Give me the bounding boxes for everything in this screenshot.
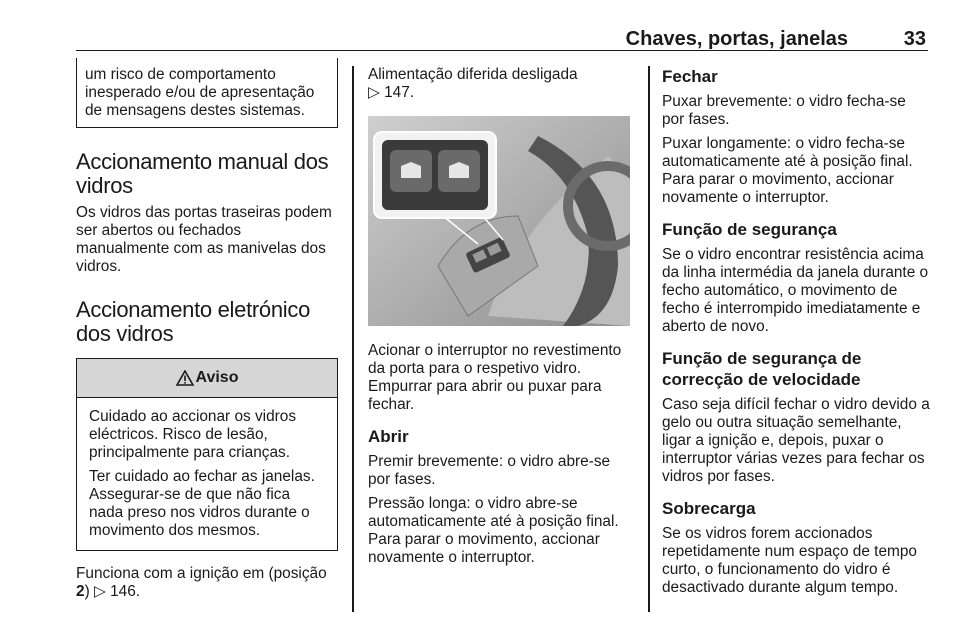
page-header bbox=[76, 26, 928, 51]
ignition-page-ref: 146. bbox=[110, 583, 141, 600]
page-ref-icon: ▷ bbox=[368, 84, 380, 101]
section-manual-windows-body: Os vidros das portas traseiras podem ser abertos ou fechados manualmente com as manivelas dos vidros. bbox=[76, 204, 332, 275]
ignition-note bbox=[76, 565, 338, 601]
delayed-power-page-ref: 147. bbox=[384, 84, 415, 101]
chapter-title: Chaves, portas, janelas bbox=[625, 28, 848, 50]
warning-body bbox=[77, 398, 337, 550]
ignition-position: 2 bbox=[76, 583, 85, 600]
open-long-press: Pressão longa: o vidro abre-se automaticamente até à posição final. Para parar o movimento, accionar novamente o interruptor. bbox=[368, 495, 619, 566]
warning-title: Aviso bbox=[195, 369, 239, 386]
column-divider bbox=[352, 66, 354, 612]
open-short-press: Premir brevemente: o vidro abre-se por fases. bbox=[368, 453, 611, 488]
column-3 bbox=[662, 66, 930, 597]
overload-body: Se os vidros forem accionados repetidamente num espaço de tempo curto, o funcionamento do vidro é desactivado durante algum tempo. bbox=[662, 525, 917, 596]
close-short-pull: Puxar brevemente: o vidro fecha-se por fases. bbox=[662, 93, 906, 128]
operate-switch-text: Acionar o interruptor no revestimento da porta para o respetivo vidro. Empurrar para abrir ou puxar para fechar. bbox=[368, 342, 622, 413]
overload-title: Sobrecarga bbox=[662, 499, 756, 518]
warning-paragraph-1: Cuidado ao accionar os vidros eléctricos. Risco de lesão, principalmente para crianças. bbox=[89, 408, 297, 461]
delayed-power-note: Alimentação diferida desligada bbox=[368, 66, 578, 83]
warning-triangle-icon bbox=[176, 370, 194, 386]
close-long-pull: Puxar longamente: o vidro fecha-se automaticamente até à posição final. Para parar o movimento, accionar novamente o interruptor. bbox=[662, 135, 913, 206]
warning-header bbox=[77, 359, 337, 398]
safety-override-body: Caso seja difícil fechar o vidro devido a gelo ou outra situação semelhante, ligar a ignição e, depois, puxar o interruptor várias vezes para fechar os vidros por fases. bbox=[662, 396, 930, 485]
window-switch-photo bbox=[368, 116, 630, 326]
column-1 bbox=[76, 58, 338, 601]
page-ref-icon: ▷ bbox=[93, 583, 106, 600]
column-2 bbox=[368, 66, 634, 567]
warning-paragraph-2: Ter cuidado ao fechar as janelas. Assegurar-se de que não fica nada preso nos vidros durante o movimento dos mesmos. bbox=[89, 468, 315, 539]
safety-function-title: Função de segurança bbox=[662, 220, 837, 239]
close-title: Fechar bbox=[662, 67, 718, 86]
column-divider bbox=[648, 66, 650, 612]
continued-text: um risco de comportamento inesperado e/ou de apresentação de mensagens destes sistemas. bbox=[85, 66, 315, 119]
warning-box bbox=[76, 358, 338, 551]
safety-override-title: Função de segurança de correcção de velocidade bbox=[662, 349, 862, 389]
ignition-text: Funciona com a ignição em (posição bbox=[76, 565, 327, 582]
delayed-power-ref bbox=[368, 84, 634, 102]
safety-function-body: Se o vidro encontrar resistência acima da linha intermédia da janela durante o fecho automático, o movimento de fecho é interrompido imediatamente e aberto de novo. bbox=[662, 246, 929, 335]
page-number: 33 bbox=[903, 28, 926, 50]
open-title: Abrir bbox=[368, 427, 409, 446]
continued-warning-box bbox=[76, 58, 338, 128]
section-electric-windows-title: Accionamento eletrónico dos vidros bbox=[76, 297, 311, 346]
ignition-text-close: ) bbox=[84, 583, 94, 600]
section-manual-windows-title: Accionamento manual dos vidros bbox=[76, 149, 329, 198]
